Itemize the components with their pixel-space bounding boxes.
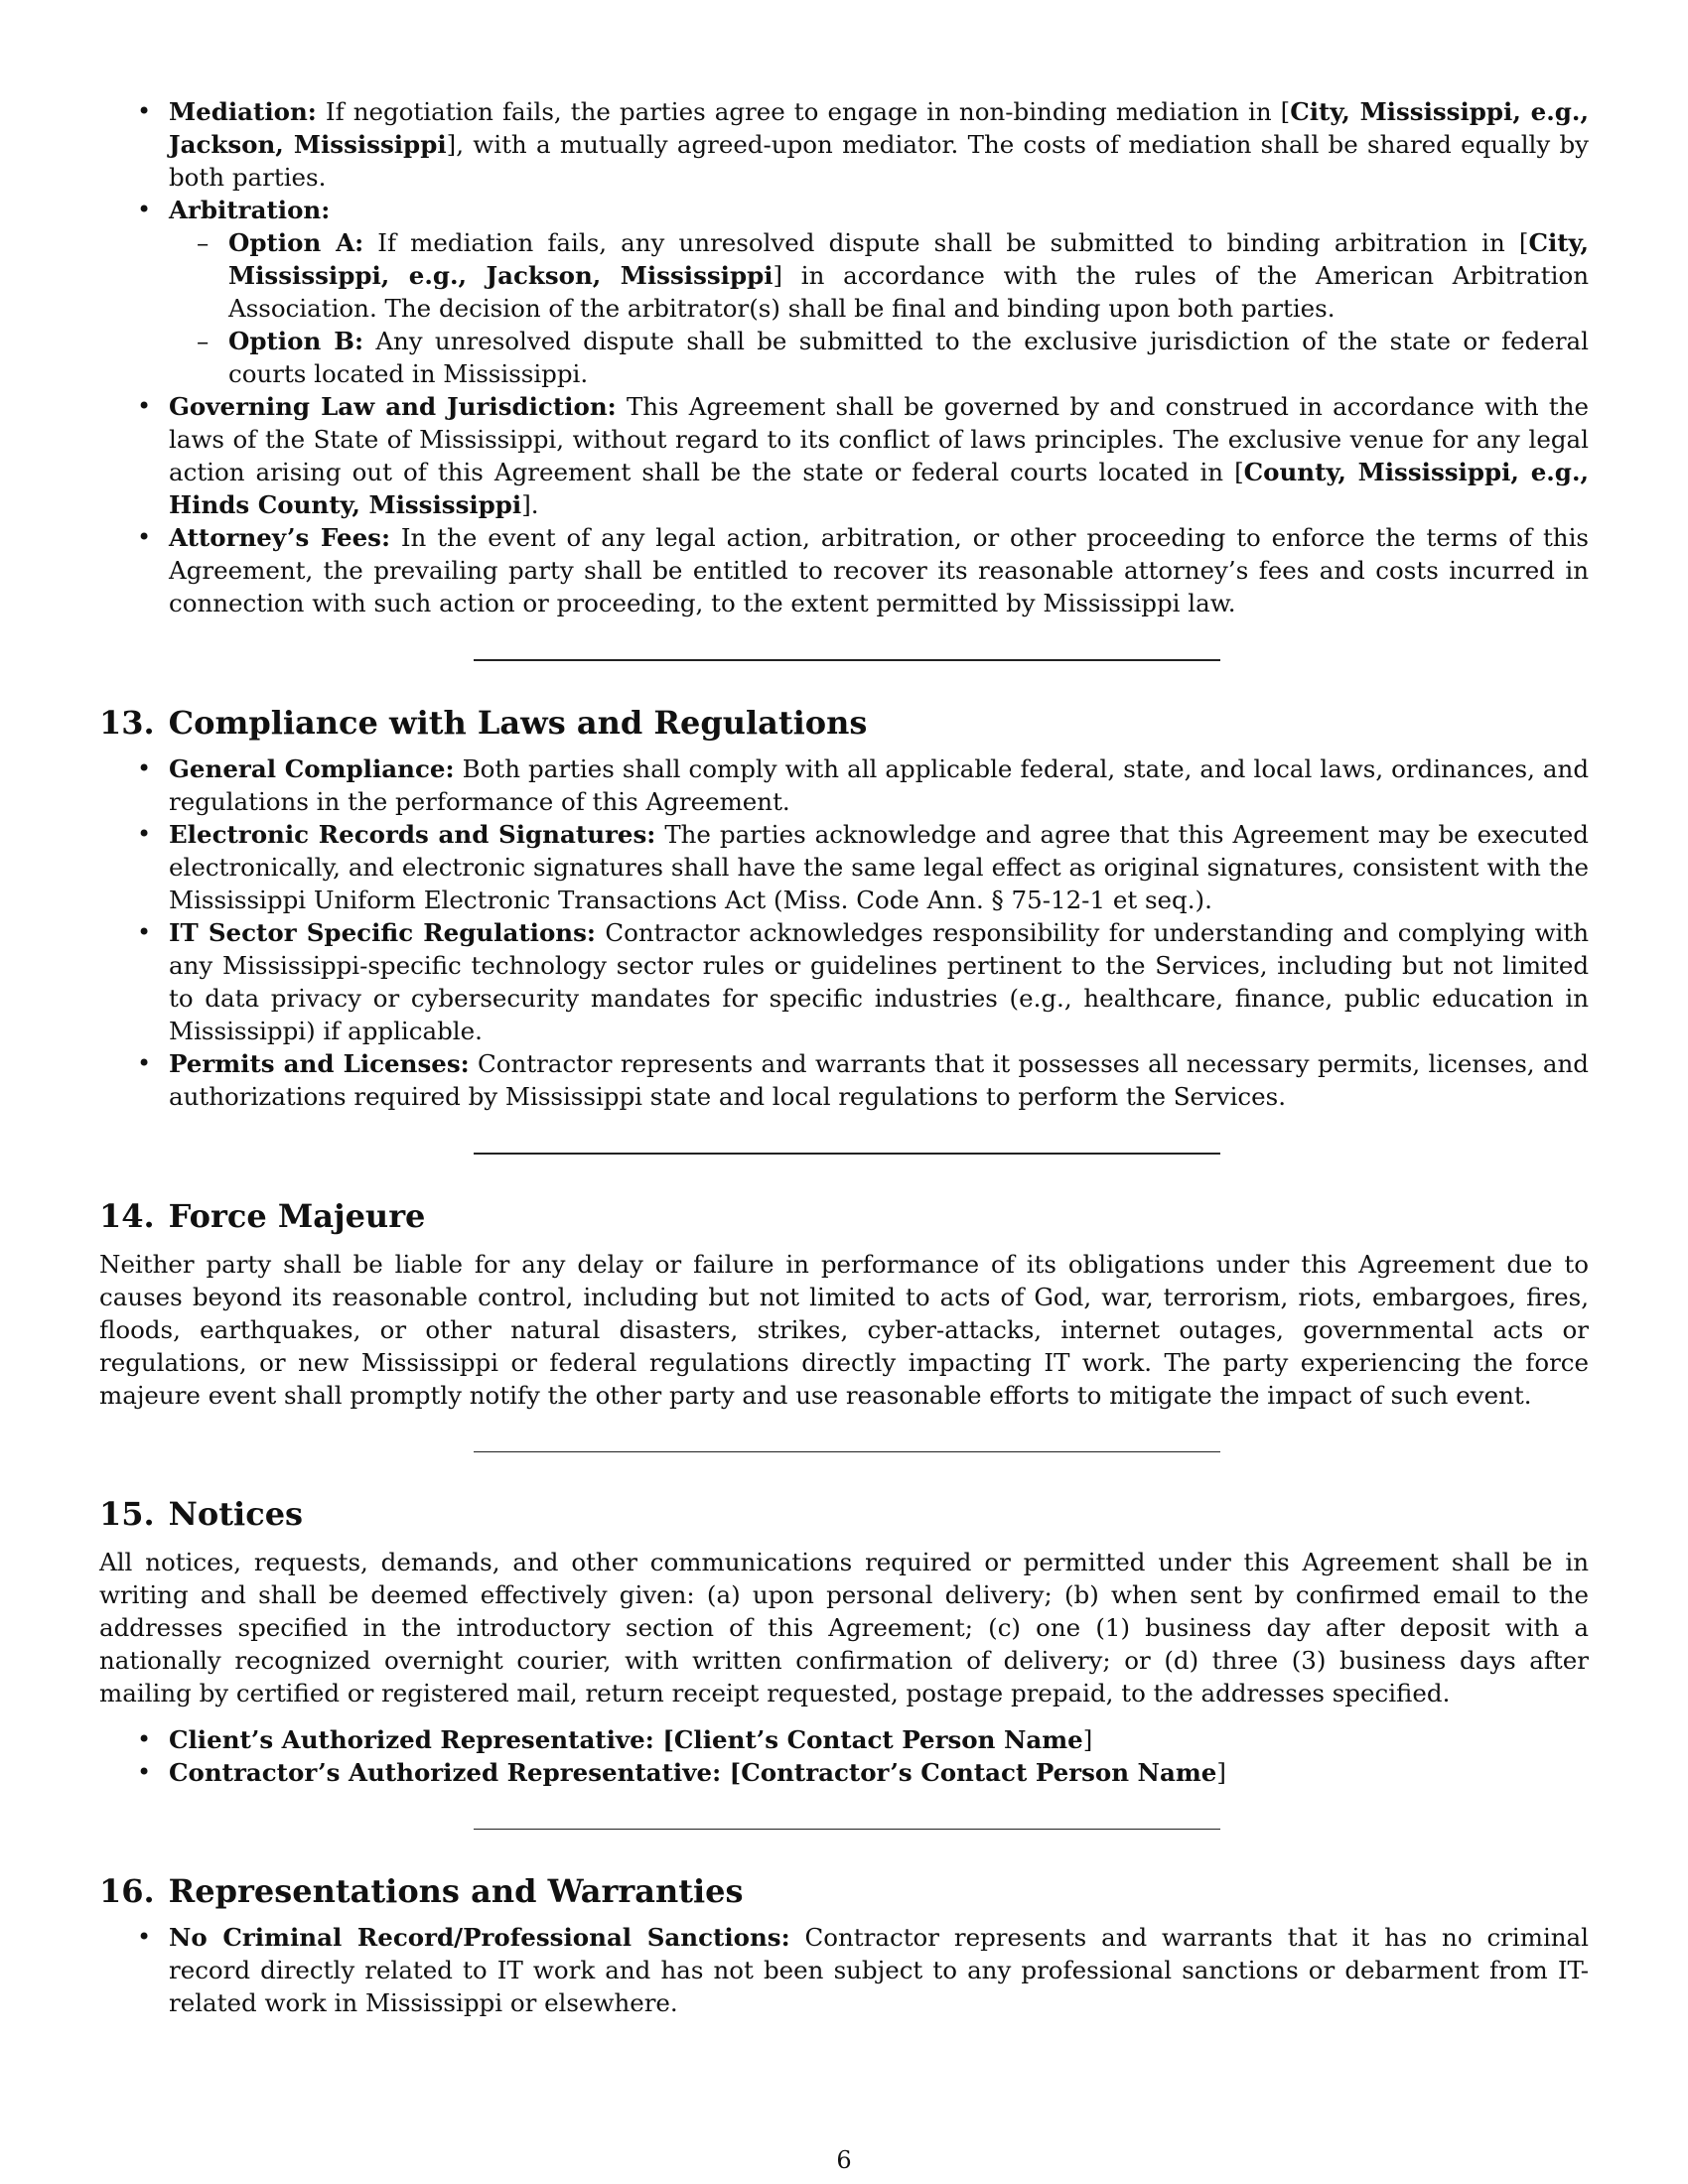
document-page	[99, 95, 1589, 2019]
list-item-contractor-rep: • Contractor’s Authorized Representative: [Contractor’s Contact Person Name]	[99, 1756, 1589, 1789]
section-13-heading: 13. Compliance with Laws and Regulations	[99, 704, 868, 742]
list-item: • No Criminal Record/Professional Sanctions: Contractor represents and warrants that it has no criminal record directly related to IT work and has not been subject to any professional sanctions or debarment from IT-related work in Mississippi or elsewhere.	[99, 1921, 1589, 2019]
list-item: • Permits and Licenses: Contractor represents and warrants that it possesses all necessary permits, licenses, and authorizations required by Mississippi state and local regulations to perform the Services.	[99, 1047, 1589, 1113]
list-item: • Electronic Records and Signatures: The parties acknowledge and agree that this Agreement may be executed electronically, and electronic signatures shall have the same legal effect as original signatures, consistent with the Mississippi Uniform Electronic Transactions Act (Miss. Code Ann. § 75-12-1 et seq.).	[99, 818, 1589, 916]
option-b: – Option B: Any unresolved dispute shall be submitted to the exclusive jurisdiction of the state or federal courts located in Mississippi.	[99, 325, 1589, 390]
section-15-paragraph: All notices, requests, demands, and other communications required or permitted under this Agreement shall be in writing and shall be deemed effectively given: (a) upon personal delivery; (b) when sent by confirmed email to the addresses specified in the introductory section of this Agreement; (c) one (1) business day after deposit with a nationally recognized overnight courier, with written confirmation of delivery; or (d) three (3) business days after mailing by certified or registered mail, return receipt requested, postage prepaid, to the addresses specified.	[99, 1548, 1589, 1707]
section-16-list	[99, 1921, 1589, 2019]
section-15-list	[99, 1723, 1589, 1789]
list-item-governing-law: • Governing Law and Jurisdiction: This Agreement shall be governed by and construed in accordance with the laws of the State of Mississippi, without regard to its conflict of laws principles. The exclusive venue for any legal action arising out of this Agreement shall be the state or federal courts located in [County, Mississippi, e.g., Hinds County, Mississippi].	[99, 390, 1589, 521]
section-16-heading: 16. Representations and Warranties	[99, 1872, 744, 1910]
list-item: • IT Sector Specific Regulations: Contractor acknowledges responsibility for understanding and complying with any Mississippi-specific technology sector rules or guidelines pertinent to the Services, including but not limited to data privacy or cybersecurity mandates for specific industries (e.g., healthcare, finance, public education in Mississippi) if applicable.	[99, 916, 1589, 1047]
list-item-arbitration: • Arbitration: – Option A: If mediation fails, any unresolved dispute shall be submitted to binding arbitration in [City, Mississippi, e.g., Jackson, Mississippi] in accordance with the rules of the American Arbitration Association. The decision of the arbitrator(s) shall be final and binding upon both parties. – Option B: Any unresolved dispute shall be submitted to the exclusive jurisdiction of the state or federal courts located in Mississippi.	[99, 194, 1589, 390]
arbitration-options	[169, 226, 1589, 390]
section-divider	[474, 659, 1220, 661]
section-divider	[474, 1829, 1220, 1830]
option-a: – Option A: If mediation fails, any unresolved dispute shall be submitted to binding arbitration in [City, Mississippi, e.g., Jackson, Mississippi] in accordance with the rules of the American Arbitration Association. The decision of the arbitrator(s) shall be final and binding upon both parties.	[99, 226, 1589, 325]
section-13-list	[99, 752, 1589, 1113]
section-divider	[474, 1153, 1220, 1155]
section-14-paragraph: Neither party shall be liable for any delay or failure in performance of its obligations under this Agreement due to causes beyond its reasonable control, including but not limited to acts of God, war, terrorism, riots, embargoes, fires, floods, earthquakes, or other natural disasters, strikes, cyber-attacks, internet outages, governmental acts or regulations, or new Mississippi or federal regulations directly impacting IT work. The party experiencing the force majeure event shall promptly notify the other party and use reasonable efforts to mitigate the impact of such event.	[99, 1250, 1589, 1410]
list-item-attorneys-fees: • Attorney’s Fees: In the event of any legal action, arbitration, or other proceeding to enforce the terms of this Agreement, the prevailing party shall be entitled to recover its reasonable attorney’s fees and costs incurred in connection with such action or proceeding, to the extent permitted by Mississippi law.	[99, 521, 1589, 619]
section-15-heading: 15. Notices	[99, 1495, 304, 1533]
section-12-list	[99, 95, 1589, 619]
section-14-heading: 14. Force Majeure	[99, 1197, 426, 1235]
page-number: 6	[836, 2146, 852, 2174]
list-item-client-rep: • Client’s Authorized Representative: [Client’s Contact Person Name]	[99, 1723, 1589, 1756]
list-item-mediation: • Mediation: If negotiation fails, the parties agree to engage in non-binding mediation in [City, Mississippi, e.g., Jackson, Mississippi], with a mutually agreed-upon mediator. The costs of mediation shall be shared equally by both parties.	[99, 95, 1589, 194]
list-item: • General Compliance: Both parties shall comply with all applicable federal, state, and local laws, ordinances, and regulations in the performance of this Agreement.	[99, 752, 1589, 818]
section-divider	[474, 1451, 1220, 1452]
